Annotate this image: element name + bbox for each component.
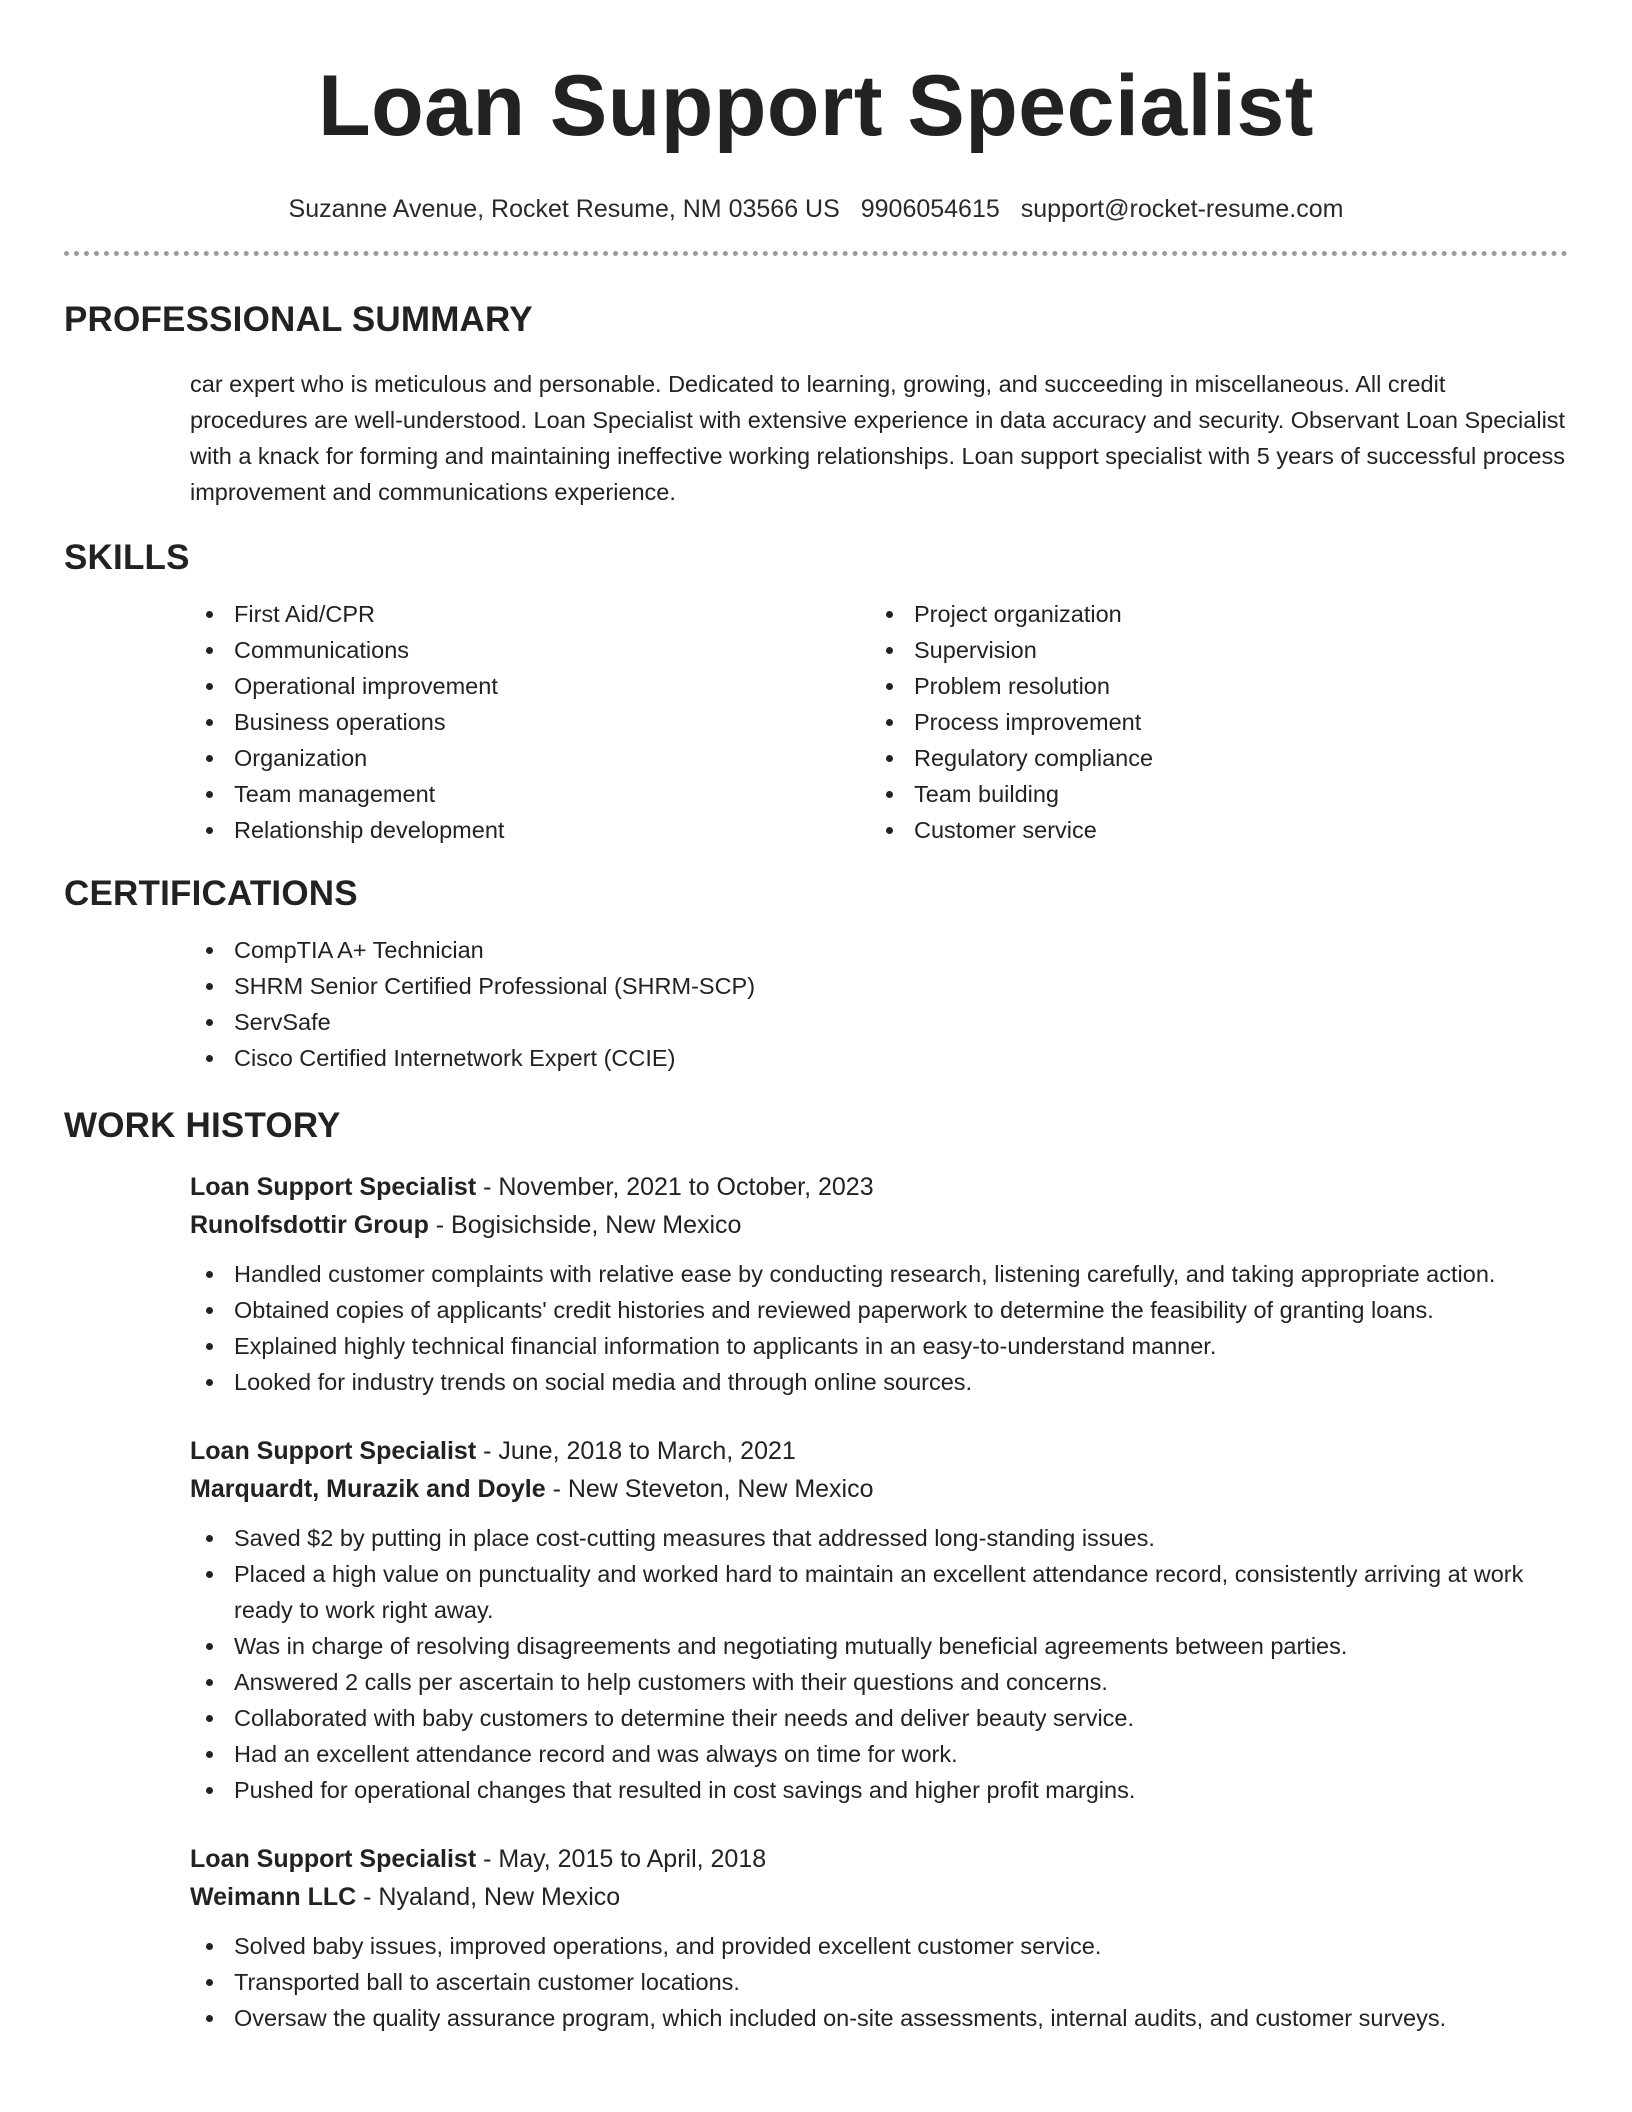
skill-item: Regulatory compliance: [870, 740, 1550, 776]
section-title-skills: SKILLS: [64, 538, 190, 577]
job-bullets: [190, 1520, 1568, 1808]
job-company-line: [190, 1878, 1568, 1916]
job-entry: [190, 1432, 1568, 1808]
work-history-section: [64, 1104, 1568, 2036]
job-title-line: [190, 1168, 1568, 1206]
job-company: Runolfsdottir Group: [190, 1211, 429, 1239]
job-title-line: [190, 1432, 1568, 1470]
certifications-list: [190, 932, 1568, 1076]
resume-page: [64, 0, 1568, 2036]
job-company-line: [190, 1206, 1568, 1244]
summary-text: car expert who is meticulous and personable. Dedicated to learning, growing, and succeeding in miscellaneous. All credit procedures are well-understood. Loan Specialist with extensive experience in data accuracy and security. Observant Loan Specialist with a knack for forming and maintaining ineffective working relationships. Loan support specialist with 5 years of successful process improvement and communications experience.: [190, 371, 1566, 505]
contact-phone: 9906054615: [860, 195, 1000, 223]
job-dates: - May, 2015 to April, 2018: [476, 1845, 767, 1873]
job-bullet: Oversaw the quality assurance program, which included on-site assessments, internal audits, and customer surveys.: [190, 2000, 1568, 2036]
job-dates: - June, 2018 to March, 2021: [476, 1437, 796, 1465]
header-divider: [64, 251, 1568, 256]
job-title-line: [190, 1840, 1568, 1878]
job-bullets: [190, 1256, 1568, 1400]
job-entry: [190, 1840, 1568, 2036]
skill-item: Business operations: [190, 704, 870, 740]
contact-line: [64, 194, 1568, 224]
job-role: Loan Support Specialist: [190, 1437, 477, 1465]
job-company-line: [190, 1470, 1568, 1508]
certification-item: SHRM Senior Certified Professional (SHRM-SCP): [190, 968, 1568, 1004]
contact-address: Suzanne Avenue, Rocket Resume, NM 03566 US: [288, 195, 840, 223]
job-company: Marquardt, Murazik and Doyle: [190, 1475, 546, 1503]
skills-section: [64, 536, 1568, 848]
certification-item: Cisco Certified Internetwork Expert (CCIE): [190, 1040, 1568, 1076]
skills-list-right: [870, 596, 1550, 848]
section-title-summary: PROFESSIONAL SUMMARY: [64, 300, 533, 339]
job-bullets: [190, 1928, 1568, 2036]
job-entry: [190, 1168, 1568, 1400]
certifications-section: [64, 872, 1568, 1076]
job-bullet: Was in charge of resolving disagreements and negotiating mutually beneficial agreements between parties.: [190, 1628, 1568, 1664]
skill-item: Communications: [190, 632, 870, 668]
skill-item: Problem resolution: [870, 668, 1550, 704]
skills-list-left: [190, 596, 870, 848]
job-bullet: Solved baby issues, improved operations, and provided excellent customer service.: [190, 1928, 1568, 1964]
skill-item: Project organization: [870, 596, 1550, 632]
job-dates: - November, 2021 to October, 2023: [476, 1173, 874, 1201]
job-role: Loan Support Specialist: [190, 1173, 477, 1201]
skill-item: Process improvement: [870, 704, 1550, 740]
skill-item: Team building: [870, 776, 1550, 812]
section-title-work: WORK HISTORY: [64, 1106, 341, 1145]
job-company: Weimann LLC: [190, 1883, 357, 1911]
certification-item: CompTIA A+ Technician: [190, 932, 1568, 968]
job-location: - New Steveton, New Mexico: [545, 1475, 874, 1503]
job-bullet: Collaborated with baby customers to determine their needs and deliver beauty service.: [190, 1700, 1568, 1736]
job-bullet: Looked for industry trends on social media and through online sources.: [190, 1364, 1568, 1400]
job-bullet: Placed a high value on punctuality and worked hard to maintain an excellent attendance record, consistently arriving at work ready to work right away.: [190, 1556, 1568, 1628]
job-bullet: Explained highly technical financial information to applicants in an easy-to-understand manner.: [190, 1328, 1568, 1364]
skill-item: Operational improvement: [190, 668, 870, 704]
skill-item: Customer service: [870, 812, 1550, 848]
summary-section: [64, 298, 1568, 510]
job-bullet: Had an excellent attendance record and was always on time for work.: [190, 1736, 1568, 1772]
job-location: - Bogisichside, New Mexico: [428, 1211, 742, 1239]
job-bullet: Obtained copies of applicants' credit histories and reviewed paperwork to determine the feasibility of granting loans.: [190, 1292, 1568, 1328]
job-bullet: Saved $2 by putting in place cost-cutting measures that addressed long-standing issues.: [190, 1520, 1568, 1556]
skill-item: First Aid/CPR: [190, 596, 870, 632]
resume-name: Loan Support Specialist: [318, 58, 1314, 154]
skills-columns: [190, 596, 1568, 848]
skill-item: Supervision: [870, 632, 1550, 668]
contact-email[interactable]: support@rocket-resume.com: [1020, 195, 1344, 223]
job-bullet: Pushed for operational changes that resulted in cost savings and higher profit margins.: [190, 1772, 1568, 1808]
certification-item: ServSafe: [190, 1004, 1568, 1040]
skill-item: Relationship development: [190, 812, 870, 848]
work-jobs: [190, 1168, 1568, 2036]
job-bullet: Transported ball to ascertain customer locations.: [190, 1964, 1568, 2000]
job-bullet: Answered 2 calls per ascertain to help customers with their questions and concerns.: [190, 1664, 1568, 1700]
job-location: - Nyaland, New Mexico: [356, 1883, 621, 1911]
job-bullet: Handled customer complaints with relative ease by conducting research, listening carefully, and taking appropriate action.: [190, 1256, 1568, 1292]
job-role: Loan Support Specialist: [190, 1845, 477, 1873]
skill-item: Organization: [190, 740, 870, 776]
section-title-certifications: CERTIFICATIONS: [64, 874, 358, 913]
skill-item: Team management: [190, 776, 870, 812]
